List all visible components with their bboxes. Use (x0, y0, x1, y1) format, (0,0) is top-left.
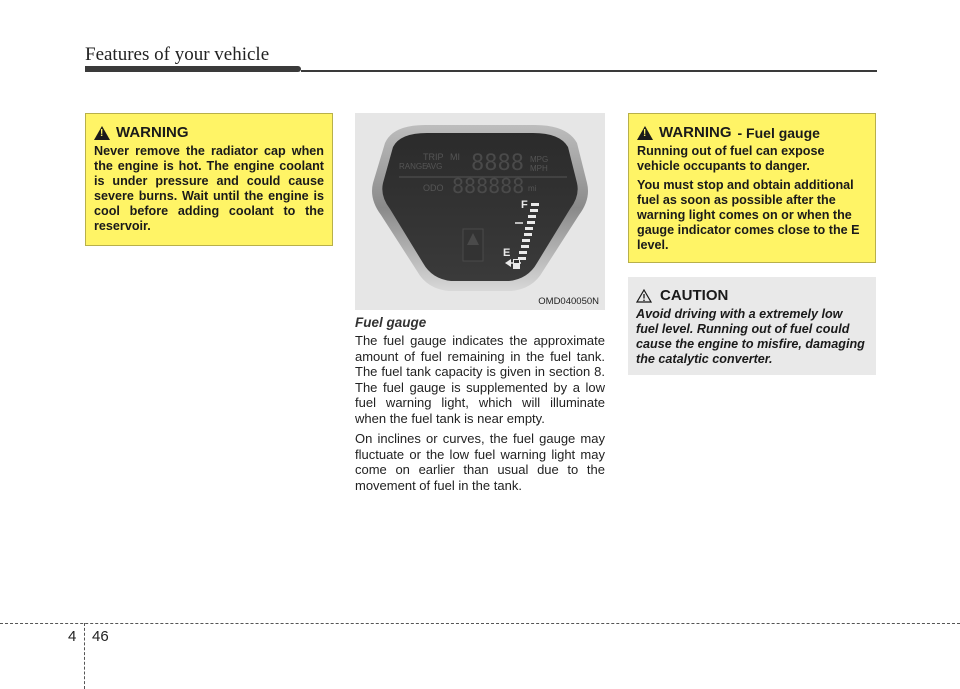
warning-text (637, 144, 867, 253)
cluster-trip-label: TRIP (423, 152, 444, 162)
warning-paragraph: Running out of fuel can expose vehicle occupants to danger. (637, 144, 825, 173)
header-rule (301, 70, 877, 72)
footer-divider (84, 623, 85, 689)
body-paragraph: The fuel gauge indicates the approximate amount of fuel remaining in the fuel tank. The fuel tank capacity is given in section 8. The fuel gauge is supplemented by a low fuel warning light, which will illuminate when the fuel tank is near empty. (355, 333, 605, 426)
cluster-trip-digits: 8888 (471, 151, 524, 176)
warning-title: WARNING (659, 124, 732, 141)
warning-heading (94, 124, 324, 141)
chapter-number: 4 (68, 628, 77, 645)
cluster-unit-label: mi (528, 184, 537, 193)
warning-triangle-icon (637, 126, 653, 140)
header-bar (85, 66, 301, 72)
figure-caption: OMD040050N (538, 296, 599, 307)
cluster-mpg-label: MPG (530, 155, 549, 164)
cluster-odo-label: ODO (423, 183, 444, 193)
instrument-cluster-illustration (355, 113, 605, 310)
radiator-warning-box (85, 113, 333, 246)
cluster-odo-digits: 888888 (452, 174, 525, 198)
cluster-mph-label: MPH (530, 164, 548, 173)
fuel-gauge-body (355, 333, 605, 498)
caution-heading (636, 287, 868, 304)
fuel-gauge-warning-box (628, 113, 876, 263)
warning-triangle-icon (94, 126, 110, 140)
warning-text: Never remove the radiator cap when the engine is hot. The engine coolant is under pressure and could cause severe burns. Wait until the engine is cool before adding coolant to the reservoir. (94, 144, 324, 233)
fuel-empty-label: E (503, 247, 511, 259)
caution-box (628, 277, 876, 375)
page-header-title: Features of your vehicle (85, 44, 270, 65)
caution-title: CAUTION (660, 287, 729, 304)
body-paragraph: On inclines or curves, the fuel gauge may fluctuate or the low fuel warning light may come on earlier than usual due to the movement of fuel in the tank. (355, 431, 605, 493)
fuel-gauge-figure (355, 113, 605, 310)
warning-subtitle: - Fuel gauge (737, 124, 820, 141)
warning-title: WARNING (116, 124, 189, 141)
cluster-mi-label: MI (450, 152, 460, 162)
fuel-full-label: F (521, 199, 528, 211)
warning-heading (637, 124, 867, 141)
warning-paragraph: You must stop and obtain additional fuel as soon as possible after the warning light comes on or when the gauge indicator comes close to the E level. (637, 178, 860, 252)
caution-triangle-icon (636, 289, 652, 303)
cluster-range-label: RANGE (399, 162, 428, 171)
page-number: 46 (92, 628, 109, 645)
footer-rule (0, 623, 960, 624)
section-heading: Fuel gauge (355, 315, 427, 330)
caution-text: Avoid driving with a extremely low fuel level. Running out of fuel could cause the engine to misfire, damaging the catalytic converter. (636, 307, 865, 366)
cluster-avg-label: AVG (426, 162, 443, 171)
